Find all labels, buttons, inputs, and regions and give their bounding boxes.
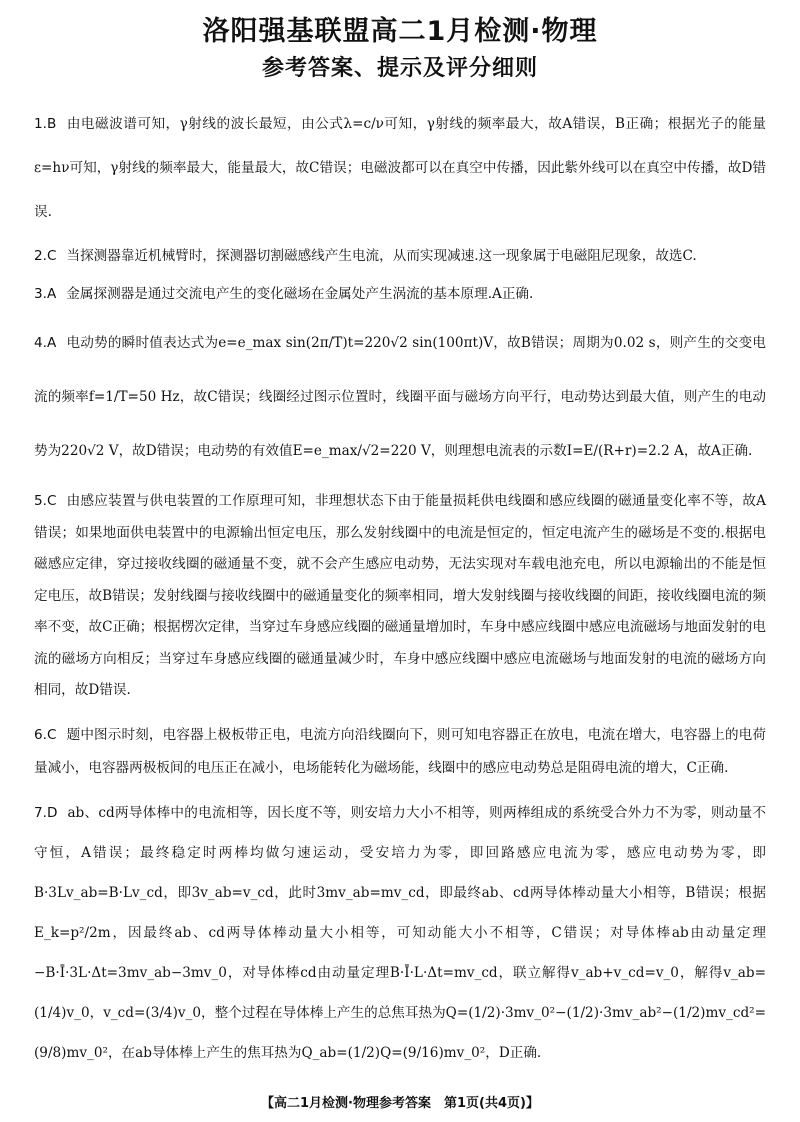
answer-explanation: 当探测器靠近机械臂时，探测器切割磁感线产生电流，从而实现减速.这一现象属于电磁阻尼现象，故选C. — [66, 248, 697, 264]
answer-item-6 — [34, 719, 766, 785]
answer-choice: C — [46, 248, 57, 264]
answer-number: 3. — [34, 286, 47, 302]
answer-number: 5. — [34, 493, 47, 509]
answer-item-5 — [34, 486, 766, 707]
answer-choice: A — [46, 286, 57, 302]
answer-explanation: 题中图示时刻，电容器上极板带正电，电流方向沿线圈向下，则可知电容器正在放电，电流在增大，电容器上的电荷量减小，电容器两极板间的电压正在减小，电场能转化为磁场能，线圈中的感应电动势总是阻碍电流的增大，C正确. — [34, 726, 766, 776]
answer-explanation: ab、cd两导体棒中的电流相等，因长度不等，则安培力大小不相等，则两棒组成的系统受合外力不为零，则动量不守恒，A错误；最终稳定时两棒均做匀速运动，受安培力为零，即回路感应电流为零，感应电动势为零，即B·3Lv_ab=B·Lv_cd，即3v_ab=v_cd，此时3mv_ab=mv_cd，即最终ab、cd两导体棒动量大小相等，B错误；根据E_k=p²/2m，因最终ab、cd两导体棒动量大小相等，可知动能大小不相等，C错误；对导体棒ab由动量定理−B·Ī·3L·Δt=3mv_ab−3mv_0，对导体棒cd由动量定理B·Ī·L·Δt=mv_cd，联立解得v_ab+v_cd=v_0，解得v_ab=(1/4)v_0，v_cd=(3/4)v_0，整个过程在导体棒上产生的总焦耳热为Q=(1/2)·3mv_0²−(1/2)·3mv_ab²−(1/2)mv_cd²=(9/8)mv_0²，在ab导体棒上产生的焦耳热为Q_ab=(1/2)Q=(9/16)mv_0²，D正确. — [34, 804, 766, 1061]
answer-item-7 — [34, 793, 766, 1073]
answer-choice: A — [46, 335, 57, 351]
page-footer: 【高二1月检测·物理参考答案 第1页(共4页)】 — [261, 1096, 539, 1111]
answer-choice: B — [46, 116, 57, 132]
answer-item-4 — [34, 316, 766, 478]
answer-number: 6. — [34, 726, 47, 743]
answer-explanation: 电动势的瞬时值表达式为e=e_max sin(2π/T)t=220√2 sin(100πt)V，故B错误；周期为0.02 s，则产生的交变电流的频率f=1/T=50 Hz，故C错误；线圈经过图示位置时，线圈平面与磁场方向平行，电动势达到最大值，则产生的电动势为220√2 V，故D错误；电动势的有效值E=e_max/√2=220 V，则理想电流表的示数I=E/(R+r)=2.2 A，故A正确. — [34, 335, 766, 459]
answer-list — [34, 102, 766, 1073]
answer-item-1 — [34, 102, 766, 234]
answer-item-3 — [34, 276, 766, 312]
answer-explanation: 金属探测器是通过交流电产生的变化磁场在金属处产生涡流的基本原理.A正确. — [66, 286, 534, 302]
answer-item-2 — [34, 238, 766, 274]
answer-choice: C — [46, 493, 57, 509]
answer-choice: C — [46, 726, 57, 743]
answer-explanation: 由电磁波谱可知，γ射线的波长最短，由公式λ=c/ν可知，γ射线的频率最大，故A错误，B正确；根据光子的能量ε=hν可知，γ射线的频率最大，能量最大，故C错误；电磁波都可以在真空中传播，因此紫外线可以在真空中传播，故D错误. — [34, 116, 766, 220]
answer-choice: D — [46, 804, 58, 821]
answer-number: 1. — [34, 116, 47, 132]
answer-explanation: 由感应装置与供电装置的工作原理可知，非理想状态下由于能量损耗供电线圈和感应线圈的磁通量变化率不等，故A错误；如果地面供电装置中的电源输出恒定电压，那么发射线圈中的电流是恒定的，恒定电流产生的磁场是不变的.根据电磁感应定律，穿过接收线圈的磁通量不变，就不会产生感应电动势，无法实现对车载电池充电，所以电源输出的不能是恒定电压，故B错误；发射线圈与接收线圈中的磁通量变化的频率相同，增大发射线圈与接收线圈的间距，接收线圈电流的频率不变，故C正确；根据楞次定律，当穿过车身感应线圈的磁通量增加时，车身中感应线圈中感应电流磁场与地面发射的电流的磁场方向相反；当穿过车身感应线圈的磁通量减少时，车身中感应线圈中感应电流磁场与地面发射的电流的磁场方向相同，故D错误. — [34, 493, 766, 698]
answer-number: 2. — [34, 248, 47, 264]
page-title: 洛阳强基联盟高二1月检测·物理 — [202, 16, 598, 47]
page-subtitle: 参考答案、提示及评分细则 — [261, 56, 538, 81]
answer-number: 4. — [34, 335, 47, 351]
answer-number: 7. — [34, 804, 47, 821]
